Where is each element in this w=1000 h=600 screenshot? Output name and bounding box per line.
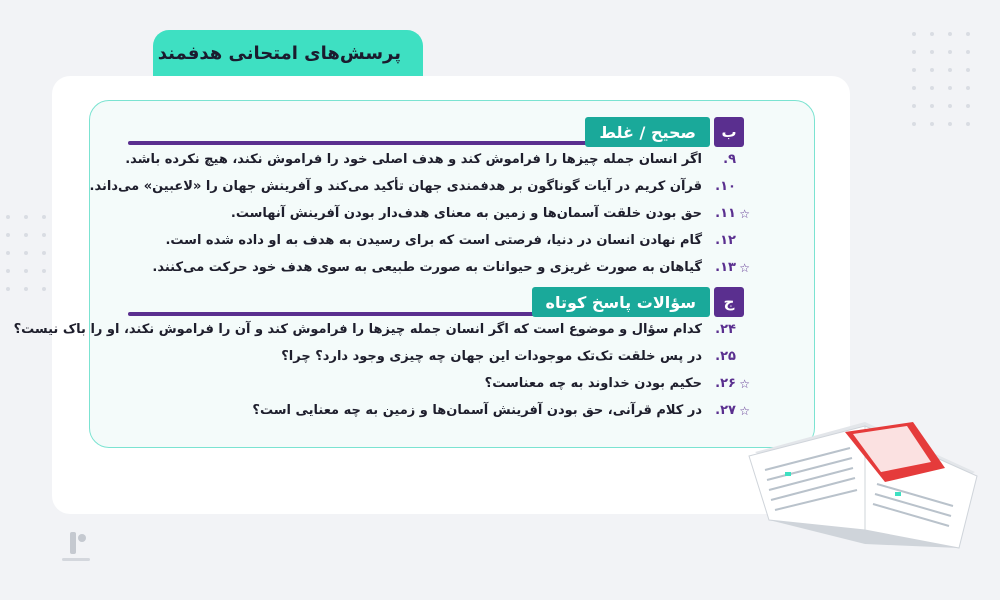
question-number: ۲۷. (715, 403, 736, 418)
section_b-question (231, 206, 750, 221)
section_j-question (252, 403, 750, 418)
star-icon: ☆ (739, 403, 750, 418)
decorative-dots-left (6, 215, 46, 291)
star-icon: ☆ (739, 206, 750, 221)
question-text: اگر انسان جمله چیزها را فراموش کند و هدف اصلی خود را فراموش نکند، هیچ نکرده باشد. (125, 152, 702, 167)
question-number: ۲۵. (715, 349, 736, 364)
decorative-dots-right (912, 32, 970, 126)
question-number: ۱۳. (715, 260, 736, 275)
question-text: کدام سؤال و موضوع است که اگر انسان جمله چیزها را فراموش کند و آن را فراموش نکند، او را باک نیست؟ (13, 322, 702, 337)
star-icon: ☆ (739, 376, 750, 391)
section_b-question (165, 233, 750, 248)
question-text: گام نهادن انسان در دنیا، فرصتی است که برای رسیدن به هدف به او داده شده است. (165, 233, 702, 248)
question-text: گیاهان به صورت غریزی و حیوانات به صورت طبیعی به سوی هدف خود حرکت می‌کنند. (152, 260, 702, 275)
question-number: ۲۴. (715, 322, 736, 337)
question-number: ۱۲. (715, 233, 736, 248)
question-number: ۹. (723, 152, 736, 167)
section_b-question (125, 152, 750, 167)
question-text: در کلام قرآنی، حق بودن آفرینش آسمان‌ها و زمین به چه معنایی است؟ (252, 403, 702, 418)
section-j-header (532, 287, 744, 317)
page-title-tab (153, 30, 423, 76)
page-title: پرسش‌های امتحانی هدفمند (157, 42, 401, 64)
section_j-question (281, 349, 750, 364)
section_j-question (485, 376, 750, 391)
question-text: حق بودن خلقت آسمان‌ها و زمین به معنای هدف‌دار بودن آفرینش آنهاست. (230, 206, 702, 221)
publisher-logo-icon (56, 528, 96, 568)
section-j-letter: ج (714, 287, 744, 317)
section-j-rule (128, 312, 548, 316)
question-text: در پس خلقت تک‌تک موجودات این جهان چه چیزی وجود دارد؟ چرا؟ (281, 349, 702, 364)
book-icon (745, 410, 985, 560)
question-text: قرآن کریم در آیات گوناگون بر هدفمندی جهان تأکید می‌کند و آفرینش جهان را «لاعبین» می‌داند. (89, 179, 702, 194)
section-b-letter: ب (714, 117, 744, 147)
star-icon: ☆ (739, 260, 750, 275)
section_b-question (90, 179, 750, 194)
section-b-header (585, 117, 744, 147)
question-number: ۱۰. (715, 179, 736, 194)
question-number: ۲۶. (715, 376, 736, 391)
question-number: ۱۱. (715, 206, 736, 221)
question-text: حکیم بودن خداوند به چه معناست؟ (484, 376, 702, 391)
section-b-title: صحیح / غلط (585, 117, 710, 147)
section_b-question (152, 260, 750, 275)
section_j-question (14, 322, 750, 337)
section-j-title: سؤالات پاسخ کوتاه (532, 287, 710, 317)
